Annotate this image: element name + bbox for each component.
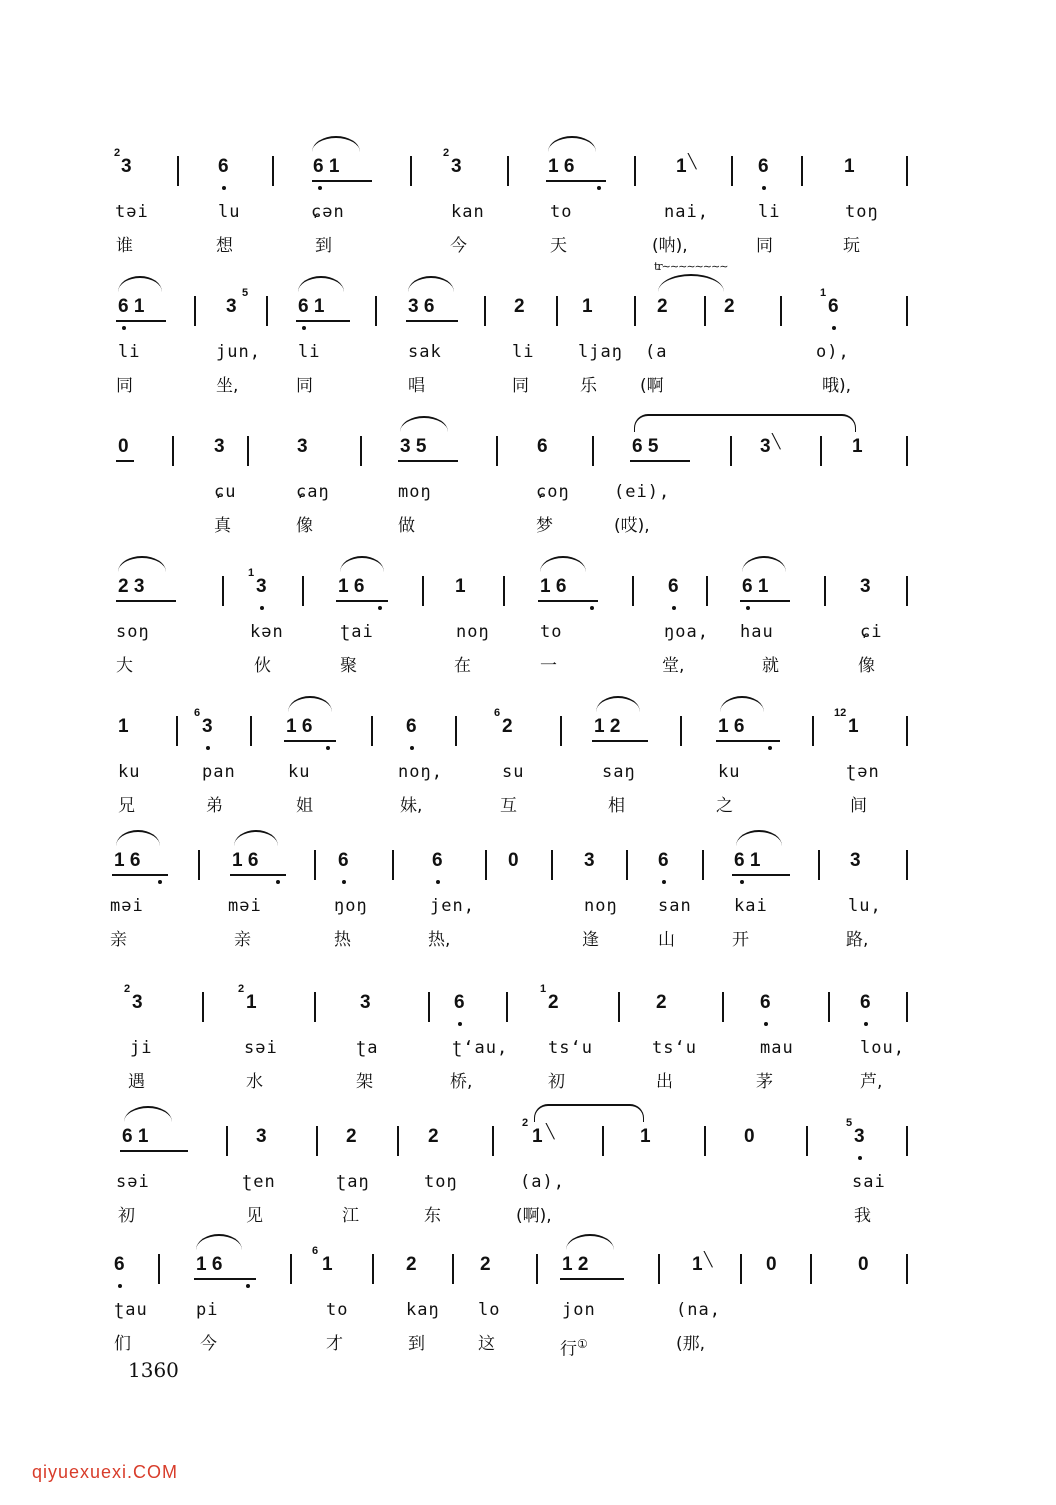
lyric-char: 到 (408, 1334, 425, 1354)
lyric-char: 间 (850, 796, 867, 816)
barline (272, 156, 274, 186)
note: 6 (406, 716, 417, 737)
barline (906, 992, 908, 1022)
pinyin-syllable: ɕaŋ (296, 482, 330, 502)
note: 6 (668, 576, 679, 597)
note: 6 (760, 992, 771, 1013)
barline (250, 716, 252, 746)
pinyin-syllable: ʈen (242, 1172, 276, 1192)
note: 3 (854, 1126, 865, 1147)
barline (410, 156, 412, 186)
note: 6 (218, 156, 229, 177)
barline (455, 716, 457, 746)
barline (801, 156, 803, 186)
barline (592, 436, 594, 466)
barline (810, 1254, 812, 1284)
lyric-char: 互 (500, 796, 517, 816)
lyric-char: 我 (854, 1206, 871, 1226)
lyric-char: 亲 (110, 930, 127, 950)
lyric-char: 姐 (296, 796, 313, 816)
barline (704, 1126, 706, 1156)
barline (484, 296, 486, 326)
note: 1 (455, 576, 466, 597)
note: 2 (548, 992, 559, 1013)
pinyin-syllable: ʈa (356, 1038, 379, 1058)
barline (372, 1254, 374, 1284)
lyric-char: 想 (216, 236, 233, 256)
lyric-char: 东 (424, 1206, 441, 1226)
barline (202, 992, 204, 1022)
barline (722, 992, 724, 1022)
lyric-char: 同 (296, 376, 313, 396)
lyric-char: 之 (716, 796, 733, 816)
lyric-char: 相 (608, 796, 625, 816)
barline (618, 992, 620, 1022)
pinyin-syllable: ɕi (860, 622, 883, 642)
barline (632, 576, 634, 606)
pinyin-syllable: səi (244, 1038, 278, 1058)
barline (314, 850, 316, 880)
note: 6 1 (118, 296, 145, 317)
lyric-char: 初 (548, 1072, 565, 1092)
barline (397, 1126, 399, 1156)
note: 3 6 (408, 296, 435, 317)
barline (906, 576, 908, 606)
barline (290, 1254, 292, 1284)
pinyin-syllable: ku (288, 762, 311, 782)
pinyin-syllable: tsʻu (652, 1038, 697, 1058)
pinyin-syllable: li (512, 342, 535, 362)
pinyin-syllable: o), (816, 342, 850, 362)
lyric-char: 大 (116, 656, 133, 676)
lyric-char: 才 (326, 1334, 343, 1354)
pinyin-syllable: pan (202, 762, 236, 782)
pinyin-syllable: ŋoa, (664, 622, 709, 642)
note: 1 6 (286, 716, 313, 737)
pinyin-syllable: ʈau (114, 1300, 148, 1320)
pinyin-syllable: səi (116, 1172, 150, 1192)
pinyin-syllable: tsʻu (548, 1038, 593, 1058)
note: 2 (724, 296, 735, 317)
lyric-char: 今 (450, 236, 467, 256)
pinyin-syllable: sak (408, 342, 442, 362)
barline (392, 850, 394, 880)
pinyin-syllable: jun, (216, 342, 261, 362)
note: 1 (322, 1254, 333, 1275)
lyric-char: 今 (200, 1334, 217, 1354)
note: 2 (657, 296, 668, 317)
score-system-3: 0 3 3 3 5 6 6 5 3 ╲ 1 ɕu ɕaŋ moŋ ɕoŋ (ei), 真 像 做 梦 (哎), (0, 436, 1056, 566)
pinyin-syllable: nai, (664, 202, 709, 222)
pinyin-syllable: (na, (676, 1300, 721, 1320)
pinyin-syllable: to (326, 1300, 349, 1320)
pinyin-syllable: su (502, 762, 525, 782)
note: 6 (758, 156, 769, 177)
pinyin-syllable: soŋ (116, 622, 150, 642)
barline (314, 992, 316, 1022)
barline (492, 1126, 494, 1156)
note: 6 (454, 992, 465, 1013)
barline (247, 436, 249, 466)
pinyin-syllable: məi (228, 896, 262, 916)
note: 3 (214, 436, 225, 457)
barline (536, 1254, 538, 1284)
barline (222, 576, 224, 606)
pinyin-syllable: ljaŋ (578, 342, 623, 362)
lyric-char: 坐, (216, 376, 239, 396)
lyric-char: 同 (116, 376, 133, 396)
pinyin-syllable: ɕən (311, 202, 345, 222)
note: 1 (582, 296, 593, 317)
barline (906, 156, 908, 186)
pinyin-syllable: ɕu (214, 482, 237, 502)
note: 1 6 (196, 1254, 223, 1275)
barline (706, 576, 708, 606)
note: 1 6 (232, 850, 259, 871)
lyric-char: 兄 (118, 796, 135, 816)
note: 6 1 (734, 850, 761, 871)
lyric-char: 唱 (408, 376, 425, 396)
lyric-char: 同 (756, 236, 773, 256)
note: 6 (338, 850, 349, 871)
note: 3 (121, 156, 132, 177)
barline (806, 1126, 808, 1156)
lyric-char: 桥, (450, 1072, 473, 1092)
pinyin-syllable: ku (718, 762, 741, 782)
pinyin-syllable: pi (196, 1300, 219, 1320)
score-system-6 (0, 850, 1056, 980)
lyric-char: (啊), (516, 1206, 552, 1226)
lyric-char: 这 (478, 1334, 495, 1354)
pinyin-syllable: ʈaŋ (336, 1172, 370, 1192)
pinyin-syllable: ʈai (340, 622, 374, 642)
score-system-9: 6 1 6 6 1 2 2 1 2 1 ╲ 0 0 ʈau pi to kaŋ lo jon (na, 们 今 才 到 这 行① (那, (0, 1254, 1056, 1384)
barline (428, 992, 430, 1022)
barline (422, 576, 424, 606)
barline (266, 296, 268, 326)
barline (680, 716, 682, 746)
page-number: 1360 (128, 1358, 179, 1382)
pinyin-syllable: ji (130, 1038, 153, 1058)
pinyin-syllable: lu, (848, 896, 882, 916)
lyric-char: 热 (334, 930, 351, 950)
note: 2 (406, 1254, 417, 1275)
pinyin-syllable: jon (562, 1300, 596, 1320)
lyric-char: 乐 (580, 376, 597, 396)
note: 3 (202, 716, 213, 737)
lyric-char: 伙 (254, 656, 271, 676)
barline (194, 296, 196, 326)
barline (730, 436, 732, 466)
lyric-char: 聚 (340, 656, 357, 676)
note: 6 1 (122, 1126, 149, 1147)
barline (177, 156, 179, 186)
pinyin-syllable: ɕoŋ (536, 482, 570, 502)
watermark: qiyuexuexi.COM (32, 1462, 179, 1482)
barline (551, 850, 553, 880)
lyric-char: 开 (732, 930, 749, 950)
lyric-char: 遇 (128, 1072, 145, 1092)
note: 6 5 (632, 436, 659, 457)
note: 3 (256, 576, 267, 597)
lyric-char: 一 (540, 656, 557, 676)
lyric-char: 真 (214, 516, 231, 536)
pinyin-syllable: ʈən (846, 762, 880, 782)
barline (828, 992, 830, 1022)
lyric-char: 天 (550, 236, 567, 256)
lyric-char: 亲 (234, 930, 251, 950)
note: 1 (640, 1126, 651, 1147)
note: 1 2 (562, 1254, 589, 1275)
score-system-8: 6 1 3 2 2 2 1 ╲ 1 0 5 3 səi ʈen ʈaŋ toŋ (a), sai 初 见 江 东 (啊), 我 (0, 1126, 1056, 1256)
barline (485, 850, 487, 880)
pinyin-syllable: kən (250, 622, 284, 642)
note: 0 (118, 436, 129, 457)
note: 1 (852, 436, 863, 457)
note: 6 (658, 850, 669, 871)
lyric-char: 出 (656, 1072, 673, 1092)
note: 3 (360, 992, 371, 1013)
note: 1 6 (540, 576, 567, 597)
note: 0 (766, 1254, 777, 1275)
lyric-char: 玩 (843, 236, 860, 256)
pinyin-syllable: (a (645, 342, 668, 362)
note: 6 (860, 992, 871, 1013)
barline (906, 1254, 908, 1284)
pinyin-syllable: (a), (520, 1172, 565, 1192)
pinyin-syllable: ŋoŋ (334, 896, 368, 916)
score-system-7: 2 3 2 1 3 6 1 2 2 6 6 ji səi ʈa ʈʻau, tsʻu tsʻu mau lou, 遇 水 架 桥, 初 出 茅 芦, (0, 992, 1056, 1122)
lyric-char: (呐), (652, 236, 688, 256)
pinyin-syllable: hau (740, 622, 774, 642)
note: 1 (532, 1126, 543, 1147)
pinyin-syllable: toŋ (845, 202, 879, 222)
pinyin-syllable: noŋ, (398, 762, 443, 782)
barline (702, 850, 704, 880)
barline (556, 296, 558, 326)
note: 3 (451, 156, 462, 177)
pinyin-syllable: kaŋ (406, 1300, 440, 1320)
score-system-2: 6 1 3 5 6 1 3 6 2 1 tr∼∼∼∼∼∼∼∼ 2 2 1 6 li jun, li sak li ljaŋ (a o), 同 坐, 同 唱 同 乐 (啊 哦), (0, 296, 1056, 426)
barline (780, 296, 782, 326)
note: 6 (432, 850, 443, 871)
pinyin-syllable: mau (760, 1038, 794, 1058)
lyric-char: (那, (676, 1334, 706, 1354)
note: 0 (744, 1126, 755, 1147)
barline (658, 1254, 660, 1284)
barline (906, 850, 908, 880)
note: 3 (584, 850, 595, 871)
note: 1 6 (718, 716, 745, 737)
note: 3 (132, 992, 143, 1013)
barline (371, 716, 373, 746)
barline (824, 576, 826, 606)
lyric-char: 梦 (536, 516, 553, 536)
lyric-char: 到 (315, 236, 332, 256)
note: 3 5 (400, 436, 427, 457)
lyric-char: 逢 (582, 930, 599, 950)
footnote-mark: ① (577, 1337, 588, 1351)
note: 1 (118, 716, 129, 737)
pinyin-syllable: li (298, 342, 321, 362)
lyric-char: 妹, (400, 796, 423, 816)
lyric-char: 江 (342, 1206, 359, 1226)
barline (626, 850, 628, 880)
lyric-char: 初 (118, 1206, 135, 1226)
note: 6 (114, 1254, 125, 1275)
barline (503, 576, 505, 606)
pinyin-syllable: to (550, 202, 573, 222)
barline (906, 716, 908, 746)
pinyin-syllable: lou, (860, 1038, 905, 1058)
lyric-char: 就 (762, 656, 779, 676)
barline (375, 296, 377, 326)
pinyin-syllable: li (118, 342, 141, 362)
barline (172, 436, 174, 466)
barline (496, 436, 498, 466)
note: 3 (760, 436, 771, 457)
lyric-char: (哎), (614, 516, 650, 536)
barline (507, 156, 509, 186)
note: 1 (692, 1254, 703, 1275)
lyric-char: 像 (858, 656, 875, 676)
lyric-char: 架 (356, 1072, 373, 1092)
note: 3 (256, 1126, 267, 1147)
lyric-char: 在 (454, 656, 471, 676)
pinyin-syllable: saŋ (602, 762, 636, 782)
note: 6 1 (742, 576, 769, 597)
barline (302, 576, 304, 606)
lyric-char: 像 (296, 516, 313, 536)
barline (740, 1254, 742, 1284)
barline (818, 850, 820, 880)
barline (360, 436, 362, 466)
lyric-char: 见 (246, 1206, 263, 1226)
score-system-4: 2 3 1 3 1 6 1 1 6 6 6 1 3 soŋ kən ʈai noŋ to ŋoa, hau ɕi 大 伙 聚 在 一 堂, 就 像 (0, 576, 1056, 706)
lyric-char: 山 (658, 930, 675, 950)
pinyin-syllable: san (658, 896, 692, 916)
barline (906, 436, 908, 466)
barline (602, 1126, 604, 1156)
barline (820, 436, 822, 466)
note: 3 (226, 296, 237, 317)
barline (452, 1254, 454, 1284)
pinyin-syllable: lu (218, 202, 241, 222)
note: 0 (508, 850, 519, 871)
pinyin-syllable: li (758, 202, 781, 222)
lyric-char: 茅 (756, 1072, 773, 1092)
barline (226, 1126, 228, 1156)
pinyin-syllable: lo (478, 1300, 501, 1320)
note: 6 1 (313, 156, 340, 177)
barline (560, 716, 562, 746)
lyric-char: 做 (398, 516, 415, 536)
lyric-char: 同 (512, 376, 529, 396)
barline (634, 156, 636, 186)
note: 2 (480, 1254, 491, 1275)
note: 0 (858, 1254, 869, 1275)
note: 2 3 (118, 576, 145, 597)
pinyin-syllable: məi (110, 896, 144, 916)
barline (731, 156, 733, 186)
score-system-5: 1 6 3 1 6 6 6 2 1 2 1 6 12 1 ku pan ku noŋ, su saŋ ku ʈən 兄 弟 姐 妹, 互 相 之 间 (0, 716, 1056, 846)
note: 1 6 (338, 576, 365, 597)
note: 6 1 (298, 296, 325, 317)
pinyin-syllable: noŋ (456, 622, 490, 642)
barline (316, 1126, 318, 1156)
note: 1 (844, 156, 855, 177)
pinyin-syllable: kai (734, 896, 768, 916)
pinyin-syllable: noŋ (584, 896, 618, 916)
lyric-char: 行① (560, 1337, 588, 1360)
pinyin-syllable: kan (451, 202, 485, 222)
note: 2 (514, 296, 525, 317)
barline (906, 1126, 908, 1156)
note: 3 (860, 576, 871, 597)
pinyin-syllable: ku (118, 762, 141, 782)
note: 3 (850, 850, 861, 871)
note: 3 (297, 436, 308, 457)
note: 1 (246, 992, 257, 1013)
barline (506, 992, 508, 1022)
lyric-char: 路, (846, 930, 869, 950)
barline (158, 1254, 160, 1284)
barline (634, 296, 636, 326)
note: 2 (502, 716, 513, 737)
note: 6 (537, 436, 548, 457)
lyric-char: 热, (428, 930, 451, 950)
note: 2 (428, 1126, 439, 1147)
note: 2 (656, 992, 667, 1013)
pinyin-syllable: moŋ (398, 482, 432, 502)
barline (812, 716, 814, 746)
note: 6 (828, 296, 839, 317)
lyric-char: 堂, (662, 656, 685, 676)
pinyin-syllable: to (540, 622, 563, 642)
pinyin-syllable: (ei), (614, 482, 671, 502)
barline (198, 850, 200, 880)
note: 1 6 (548, 156, 575, 177)
barline (176, 716, 178, 746)
note: 1 (676, 156, 687, 177)
lyric-char: 芦, (860, 1072, 883, 1092)
lyric-char: 哦), (822, 376, 852, 396)
note: 1 6 (114, 850, 141, 871)
pinyin-syllable: jen, (430, 896, 475, 916)
score-system-1: 2 3 6 6 1 2 3 1 6 1 ╲ 6 1 təi lu ɕən kan to nai, li toŋ 谁 想 到 今 天 (呐), 同 玩 (0, 156, 1056, 286)
pinyin-syllable: təi (115, 202, 149, 222)
lyric-char: 水 (246, 1072, 263, 1092)
lyric-char: 弟 (206, 796, 223, 816)
lyric-char: (啊 (640, 376, 664, 396)
note: 1 2 (594, 716, 621, 737)
note: 2 (346, 1126, 357, 1147)
pinyin-syllable: sai (852, 1172, 886, 1192)
lyric-char: 谁 (116, 236, 133, 256)
barline (704, 296, 706, 326)
barline (906, 296, 908, 326)
lyric-char: 们 (114, 1334, 131, 1354)
pinyin-syllable: ʈʻau, (452, 1038, 509, 1058)
note: 1 (848, 716, 859, 737)
pinyin-syllable: toŋ (424, 1172, 458, 1192)
